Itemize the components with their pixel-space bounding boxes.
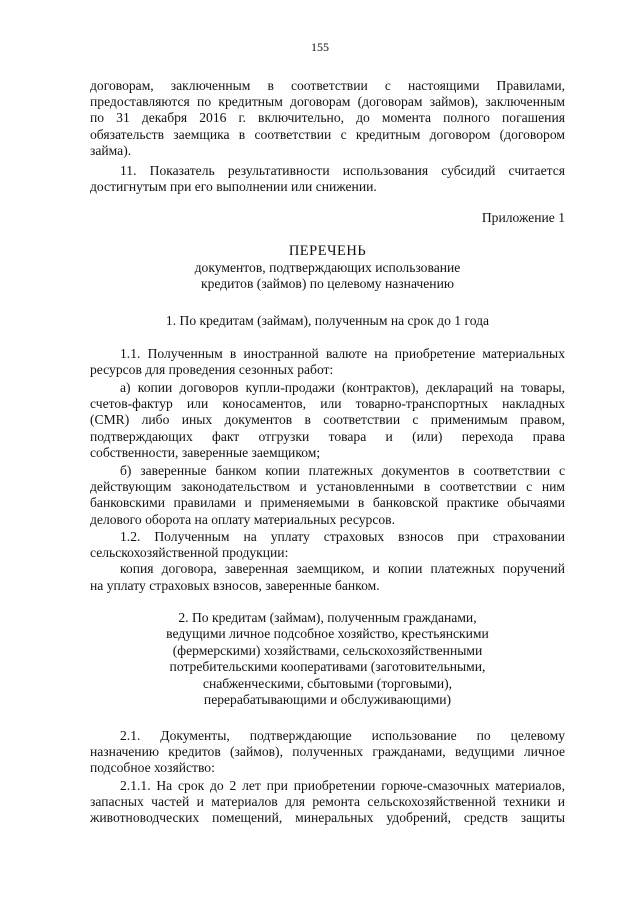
text-line: (CMR) либо иных документов в соответствии с применимым правом,: [90, 412, 565, 428]
text-line: б) заверенные банком копии платежных документов в соответствии с: [120, 463, 565, 478]
text-line: ресурсов для проведения сезонных работ:: [90, 362, 334, 378]
page-number: 155: [311, 40, 329, 54]
text-line: по 31 декабря 2016 г. включительно, до момента полного погашения: [90, 110, 565, 126]
text-line: предоставляются по кредитным договорам (договорам займов), заключенным: [90, 94, 565, 110]
text-line: 2.1.1. На срок до 2 лет при приобретении горюче-смазочных материалов,: [120, 778, 565, 793]
text-line: действующим законодательством и установленными в соответствии с ним: [90, 479, 565, 495]
section-1-heading: 1. По кредитам (займам), полученным на срок до 1 года: [165, 313, 490, 328]
text-line: животноводческих помещений, минеральных удобрений, средств защиты: [90, 810, 565, 826]
heading-title: ПЕРЕЧЕНЬ: [288, 243, 367, 259]
section-2-heading: [90, 610, 565, 708]
text-line: договорам, заключенным в соответствии с настоящими Правилами,: [90, 78, 565, 93]
paragraph-1-1: [90, 346, 565, 378]
paragraph-2-1: [90, 728, 565, 777]
item-b-paragraph: [90, 463, 565, 528]
text-line: собственности, заверенные заемщиком;: [90, 444, 321, 460]
text-line: подсобное хозяйство:: [90, 760, 215, 776]
text-line: счетов-фактур или коносаментов, или товарно-транспортных накладных: [90, 396, 565, 412]
item-a-paragraph: [90, 380, 565, 461]
heading-line: снабженческими, сбытовыми (торговыми),: [202, 675, 453, 691]
document-heading: [90, 243, 565, 293]
heading-line: кредитов (займов) по целевому назначению: [200, 276, 455, 292]
heading-line: перерабатывающими и обслуживающими): [203, 692, 452, 708]
heading-line: документов, подтверждающих использование: [194, 260, 461, 276]
paragraph-2-1-1: [90, 778, 565, 827]
text-line: банковскими правилами и применяемыми в банковской практике обычаями: [90, 495, 565, 511]
text-line: назначению кредитов (займов), полученных гражданами, ведущими личное: [90, 744, 565, 760]
text-line: копия договора, заверенная заемщиком, и копии платежных поручений: [120, 561, 565, 577]
text-line: запасных частей и материалов для ремонта сельскохозяйственной техники и: [90, 794, 565, 810]
heading-line: (фермерскими) хозяйствами, сельскохозяйственными: [172, 642, 483, 658]
heading-line: 2. По кредитам (займам), полученным гражданами,: [178, 610, 477, 625]
text-line: делового оборота на оплату материальных ресурсов.: [90, 511, 395, 527]
text-line: 11. Показатель результативности использования субсидий считается: [120, 163, 565, 178]
text-line: подтверждающих факт отгрузки товара и (или) перехода права: [90, 428, 565, 444]
text-line: 1.1. Полученным в иностранной валюте на приобретение материальных: [120, 346, 565, 361]
heading-line: потребительскими кооперативами (заготовительными,: [169, 659, 486, 675]
text-line: обязательств заемщика в соответствии с кредитным договором (договором: [90, 126, 565, 142]
paragraph-1-2: [90, 529, 565, 594]
text-line: достигнутым при его выполнении или снижении.: [90, 179, 377, 195]
item-11-paragraph: [90, 163, 565, 195]
text-line: 1.2. Полученным на уплату страховых взносов при страховании: [120, 529, 565, 544]
text-line: займа).: [90, 142, 132, 158]
text-line: на уплату страховых взносов, заверенные банком.: [90, 577, 380, 593]
heading-line: ведущими личное подсобное хозяйство, крестьянскими: [166, 626, 489, 642]
text-line: сельскохозяйственной продукции:: [90, 545, 289, 561]
intro-paragraph: [90, 78, 565, 159]
text-line: а) копии договоров купли-продажи (контрактов), деклараций на товары,: [120, 380, 565, 395]
text-line: 2.1. Документы, подтверждающие использование по целевому: [120, 728, 565, 743]
appendix-label: Приложение 1: [481, 210, 565, 225]
